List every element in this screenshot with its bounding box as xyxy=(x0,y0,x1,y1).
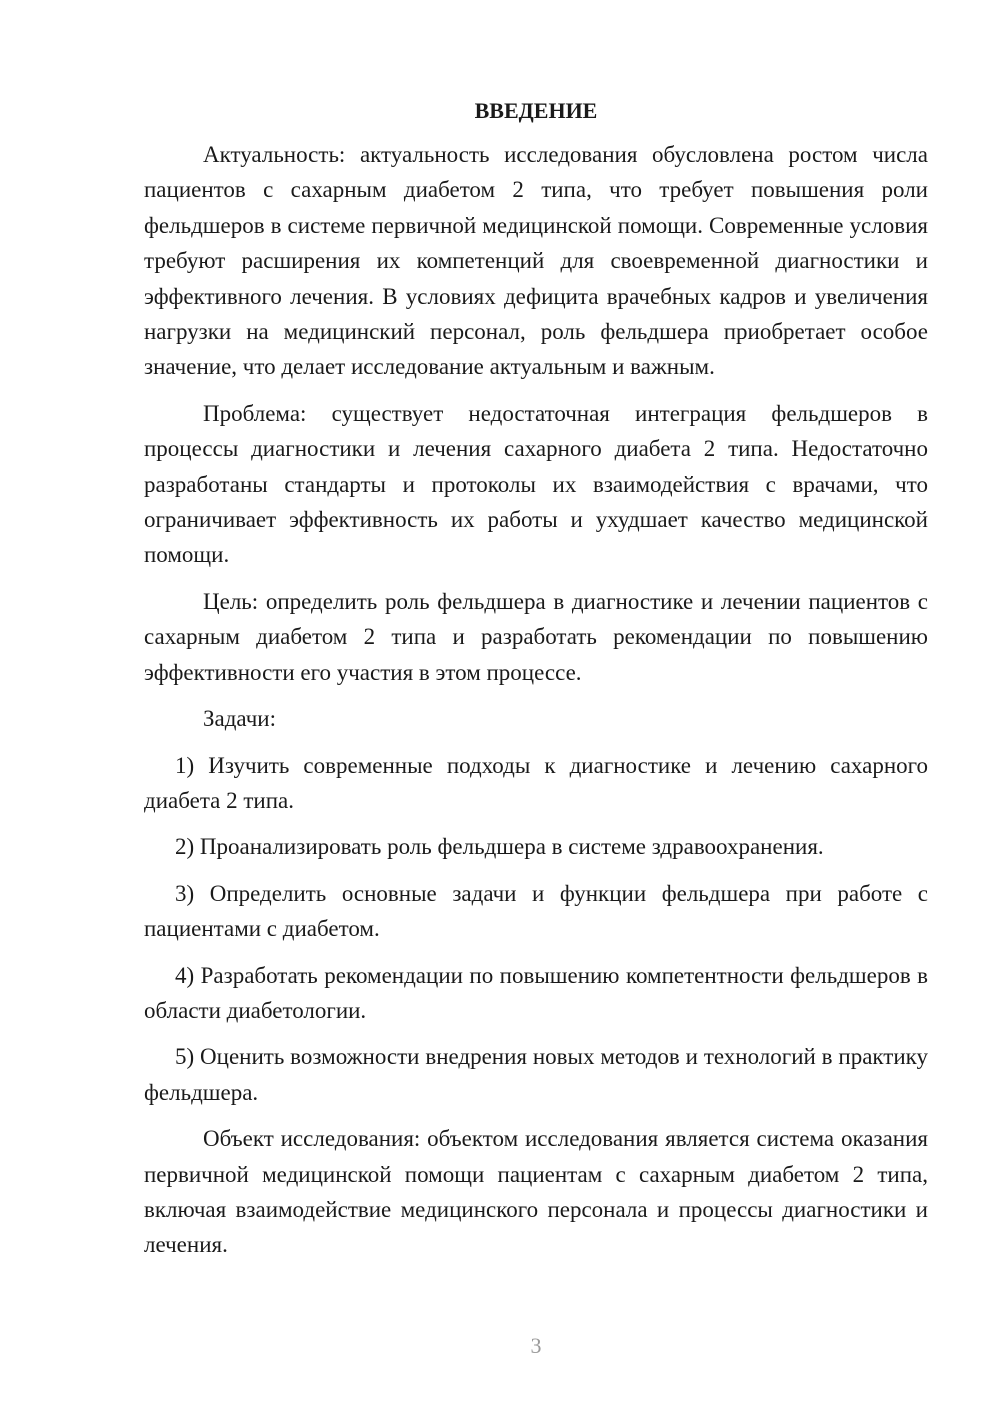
paragraph-tasks-heading: Задачи: xyxy=(203,706,276,732)
task-item-4: 4) Разработать рекомендации по повышению компетентности фельдшеров в области диабетологии. xyxy=(144,962,928,1023)
task-item-2: 2) Проанализировать роль фельдшера в системе здравоохранения. xyxy=(175,834,824,860)
section-title: ВВЕДЕНИЕ xyxy=(474,98,598,123)
paragraph-goal: Цель: определить роль фельдшера в диагностике и лечении пациентов с сахарным диабетом 2 типа и разработать рекомендации по повышению эффективности его участия в этом процессе. xyxy=(144,588,928,685)
page-number: 3 xyxy=(530,1333,542,1358)
page-content xyxy=(144,96,928,1274)
paragraph-object: Объект исследования: объектом исследования является система оказания первичной медицинской помощи пациентам с сахарным диабетом 2 типа, включая взаимодействие медицинского персонала и процессы диагностики и лечения. xyxy=(144,1126,928,1258)
task-item-1: 1) Изучить современные подходы к диагностике и лечению сахарного диабета 2 типа. xyxy=(144,752,928,813)
paragraph-problem: Проблема: существует недостаточная интеграция фельдшеров в процессы диагностики и лечения сахарного диабета 2 типа. Недостаточно разработаны стандарты и протоколы их взаимодействия с врачами, что ограничивает эффективность их работы и ухудшает качество медицинской помощи. xyxy=(144,400,928,568)
task-item-3: 3) Определить основные задачи и функции фельдшера при работе с пациентами с диабетом. xyxy=(144,880,928,942)
paragraph-relevance: Актуальность: актуальность исследования обусловлена ростом числа пациентов с сахарным диабетом 2 типа, что требует повышения роли фельдшеров в системе первичной медицинской помощи. Современные условия требуют расширения их компетенций для своевременной диагностики и эффективного лечения. В условиях дефицита врачебных кадров и увеличения нагрузки на медицинский персонал, роль фельдшера приобретает особое значение, что делает исследование актуальным и важным. xyxy=(144,142,928,380)
task-item-5: 5) Оценить возможности внедрения новых методов и технологий в практику фельдшера. xyxy=(144,1044,928,1105)
